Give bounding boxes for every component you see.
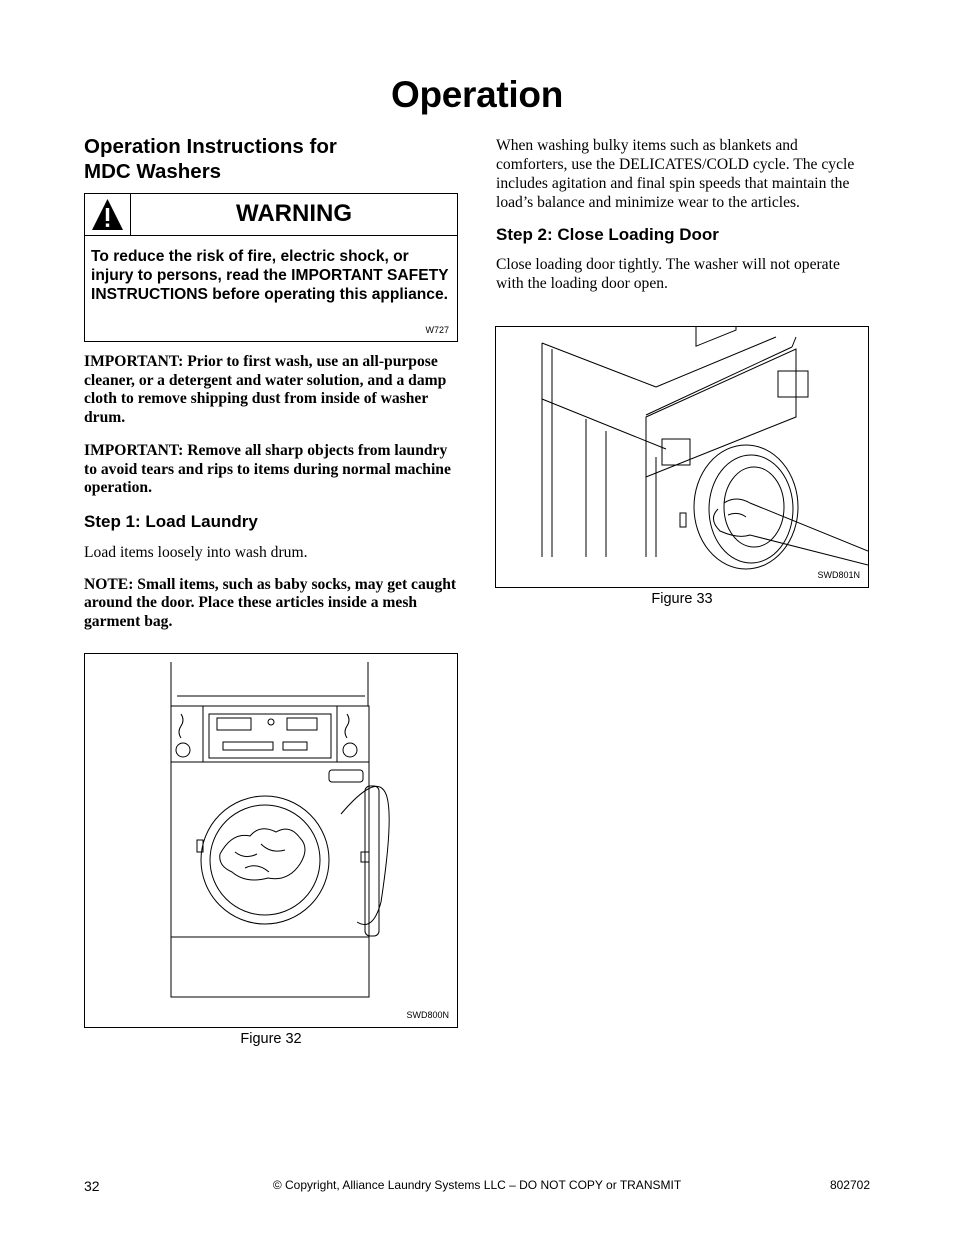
figure-32-code: SWD800N bbox=[406, 1010, 449, 1020]
figure-32-caption: Figure 32 bbox=[240, 1031, 302, 1047]
left-body bbox=[84, 353, 458, 631]
warning-icon-cell bbox=[85, 194, 131, 235]
figure-33-box bbox=[495, 326, 869, 588]
step2-heading: Step 2: Close Loading Door bbox=[496, 225, 719, 244]
warning-triangle-icon bbox=[85, 194, 130, 235]
figure-33-caption: Figure 33 bbox=[651, 591, 713, 607]
right-column bbox=[496, 136, 869, 293]
section-heading-line1: Operation Instructions for bbox=[84, 135, 337, 158]
step1-text: Load items loosely into wash drum. bbox=[84, 543, 308, 561]
step1-heading: Step 1: Load Laundry bbox=[84, 511, 258, 531]
figure-32-box bbox=[84, 653, 458, 1028]
small-items-note: NOTE: Small items, such as baby socks, may get caught around the door. Place these articles inside a mesh garment bag. bbox=[84, 575, 457, 630]
page-number: 32 bbox=[84, 1178, 100, 1194]
page-title: Operation bbox=[390, 74, 564, 115]
bulky-items-text: When washing bulky items such as blankets and comforters, use the DELICATES/COLD cycle. The cycle includes agitation and final spin speeds that maintain the load’s balance and minimize wear to the articles. bbox=[496, 137, 855, 211]
warning-title: WARNING bbox=[236, 200, 352, 227]
copyright-notice: © Copyright, Alliance Laundry Systems LLC – DO NOT COPY or TRANSMIT bbox=[272, 1178, 682, 1192]
document-number: 802702 bbox=[829, 1178, 870, 1192]
warning-header bbox=[85, 194, 457, 236]
washer-door-open-illustration bbox=[85, 654, 457, 1027]
section-heading-line2: MDC Washers bbox=[84, 160, 222, 183]
step2-text: Close loading door tightly. The washer will not operate with the loading door open. bbox=[496, 256, 840, 292]
important-note-1: IMPORTANT: Prior to first wash, use an all-purpose cleaner, or a detergent and water solution, and a damp cloth to remove shipping dust from inside of washer drum. bbox=[84, 353, 447, 426]
warning-code: W727 bbox=[425, 325, 449, 335]
important-note-2: IMPORTANT: Remove all sharp objects from laundry to avoid tears and rips to items during normal machine operation. bbox=[84, 442, 451, 496]
left-column bbox=[84, 134, 458, 184]
warning-box bbox=[84, 193, 458, 342]
warning-text: To reduce the risk of fire, electric shock, or injury to persons, read the IMPORTANT SAFETY INSTRUCTIONS before operating this appliance. bbox=[91, 248, 449, 303]
washer-door-closing-illustration bbox=[496, 327, 868, 587]
section-heading bbox=[84, 134, 458, 184]
figure-33-code: SWD801N bbox=[817, 570, 860, 580]
